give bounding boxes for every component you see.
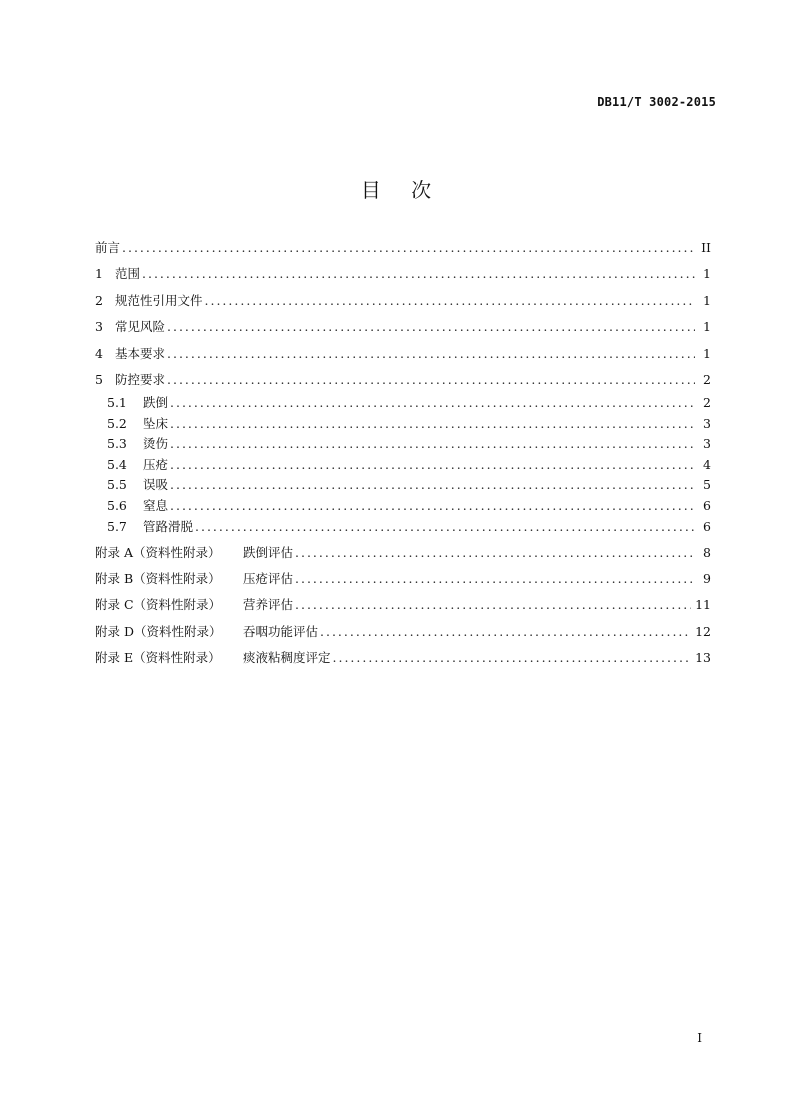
toc-appendix-label: 附录 E（资料性附录） [95, 650, 221, 666]
toc-entry-page: 1 [703, 266, 711, 282]
toc-entry-label: 防控要求 [115, 371, 166, 387]
table-of-contents [95, 240, 711, 676]
toc-entry-label: 痰液粘稠度评定 [243, 650, 331, 666]
toc-entry-label: 营养评估 [243, 597, 294, 613]
toc-entry-5-4[interactable] [95, 457, 711, 478]
toc-title: 目 次 [360, 178, 444, 202]
toc-entry-number: 3 [95, 319, 103, 335]
toc-dot-leader [170, 416, 695, 432]
toc-entry-page: 9 [703, 570, 711, 586]
toc-entry-label: 压疮评估 [243, 570, 294, 586]
toc-dot-leader [167, 346, 695, 362]
toc-entry-number: 5.3 [107, 436, 127, 452]
toc-entry-label: 坠床 [143, 415, 169, 431]
toc-dot-leader [170, 498, 695, 514]
standard-code: DB11/T 3002-2015 [597, 95, 716, 109]
toc-entry-number: 4 [95, 345, 103, 361]
toc-entry-5-7[interactable] [95, 519, 711, 545]
toc-entry-page: II [701, 240, 711, 255]
toc-entry-5-3[interactable] [95, 436, 711, 457]
toc-entry-number: 1 [95, 266, 103, 282]
toc-entry-number: 5.5 [107, 477, 127, 493]
toc-appendix-label: 附录 B（资料性附录） [95, 570, 221, 586]
toc-entry-page: 13 [695, 650, 711, 666]
toc-entry-page: 11 [695, 597, 711, 613]
toc-dot-leader [170, 457, 695, 473]
toc-entry-label: 管路滑脱 [143, 518, 194, 534]
toc-entry-page: 3 [703, 436, 711, 452]
toc-entry-page: 1 [703, 292, 711, 308]
toc-dot-leader [320, 624, 691, 640]
toc-entry-label: 跌倒 [143, 394, 169, 410]
toc-entry-number: 5.2 [107, 415, 127, 431]
toc-dot-leader [295, 597, 691, 613]
toc-dot-leader [295, 571, 695, 587]
toc-dot-leader [142, 266, 695, 282]
toc-appendix-label: 附录 A（资料性附录） [95, 544, 221, 560]
toc-entry-label: 基本要求 [115, 345, 166, 361]
toc-entry-5-1[interactable] [95, 395, 711, 416]
toc-entry-page: 6 [703, 518, 711, 534]
page-number: I [697, 1031, 702, 1045]
toc-appendix-label: 附录 C（资料性附录） [95, 597, 222, 613]
toc-entry-page: 3 [703, 415, 711, 431]
toc-entry-label: 范围 [115, 266, 141, 282]
toc-entry-page: 5 [703, 477, 711, 493]
toc-dot-leader [205, 293, 695, 309]
toc-entry-page: 1 [703, 345, 711, 361]
toc-entry-label: 规范性引用文件 [115, 292, 203, 308]
toc-dot-leader [170, 436, 695, 452]
toc-dot-leader [333, 650, 692, 666]
toc-entry-appendix-b[interactable] [95, 571, 711, 597]
toc-entry-label: 前言 [95, 240, 121, 255]
toc-entry-2[interactable] [95, 293, 711, 319]
toc-dot-leader [167, 372, 695, 388]
toc-entry-number: 5.1 [107, 394, 127, 410]
toc-entry-label: 误吸 [143, 477, 169, 493]
toc-entry-foreword[interactable] [95, 240, 711, 266]
toc-entry-page: 4 [703, 456, 711, 472]
toc-dot-leader [170, 477, 695, 493]
toc-entry-label: 常见风险 [115, 319, 166, 335]
toc-entry-page: 12 [695, 623, 711, 639]
toc-entry-page: 6 [703, 497, 711, 513]
toc-entry-page: 2 [703, 371, 711, 387]
toc-entry-appendix-c[interactable] [95, 597, 711, 623]
toc-entry-label: 烫伤 [143, 436, 169, 452]
toc-dot-leader [195, 519, 695, 535]
toc-entry-page: 2 [703, 394, 711, 410]
toc-dot-leader [167, 319, 695, 335]
toc-entry-5-6[interactable] [95, 498, 711, 519]
toc-entry-appendix-d[interactable] [95, 624, 711, 650]
toc-entry-number: 2 [95, 292, 103, 308]
toc-entry-4[interactable] [95, 346, 711, 372]
toc-dot-leader [295, 545, 695, 561]
toc-dot-leader [122, 240, 695, 256]
toc-entry-3[interactable] [95, 319, 711, 345]
toc-entry-page: 1 [703, 319, 711, 335]
toc-entry-number: 5 [95, 371, 103, 387]
toc-entry-number: 5.4 [107, 456, 127, 472]
toc-entry-appendix-a[interactable] [95, 545, 711, 571]
toc-entry-label: 跌倒评估 [243, 544, 294, 560]
toc-entry-label: 吞咽功能评估 [243, 623, 319, 639]
toc-entry-appendix-e[interactable] [95, 650, 711, 676]
toc-entry-number: 5.7 [107, 518, 127, 534]
toc-dot-leader [170, 395, 695, 411]
toc-entry-1[interactable] [95, 266, 711, 292]
toc-entry-number: 5.6 [107, 497, 127, 513]
toc-entry-5[interactable] [95, 372, 711, 395]
toc-entry-page: 8 [703, 544, 711, 560]
toc-entry-5-2[interactable] [95, 416, 711, 437]
toc-appendix-label: 附录 D（资料性附录） [95, 623, 222, 639]
toc-entry-label: 窒息 [143, 497, 169, 513]
toc-entry-label: 压疮 [143, 456, 169, 472]
toc-entry-5-5[interactable] [95, 477, 711, 498]
